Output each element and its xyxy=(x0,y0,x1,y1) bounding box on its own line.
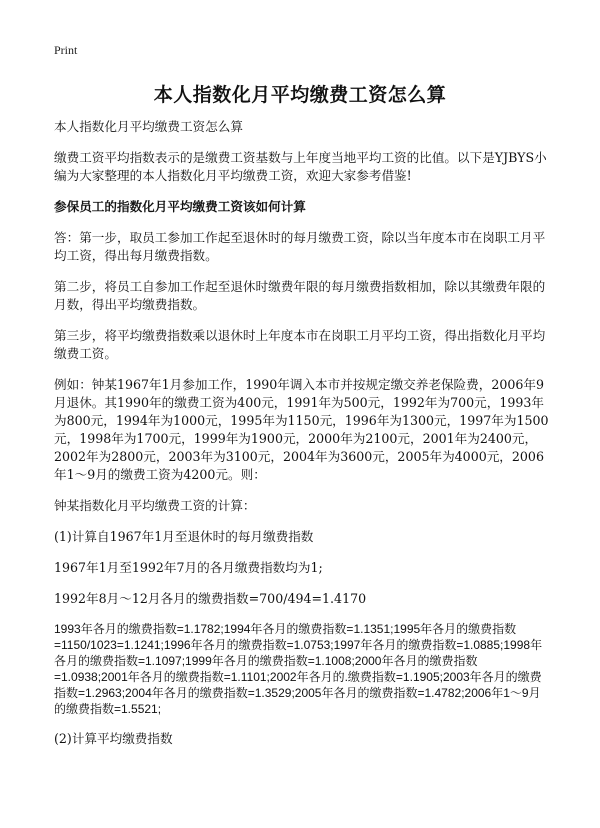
print-label: Print xyxy=(54,43,78,57)
paragraph: 本人指数化月平均缴费工资怎么算 xyxy=(54,119,243,134)
page-title: 本人指数化月平均缴费工资怎么算 xyxy=(153,84,447,106)
paragraph: 1992年8月～12月各月的缴费指数=700/494=1.4170 xyxy=(54,591,367,606)
paragraph: (2)计算平均缴费指数 xyxy=(54,731,173,746)
paragraph: 第三步，将平均缴费指数乘以退休时上年度本市在岗职工月平均工资，得出指数化月平均缴费工资。 xyxy=(54,328,546,361)
paragraph: 答：第一步，取员工参加工作起至退休时的每月缴费工资，除以当年度本市在岗职工月平均工资，得出每月缴费指数。 xyxy=(54,230,546,263)
paragraph: 例如：钟某1967年1月参加工作，1990年调入本市并按规定缴交养老保险费，2006年9月退休。其1990年的缴费工资为400元，1991年为500元，1992年为700元，1993年为800元，1994年为1000元，1995年为1150元，1996年为1300元，1997年为1500元，1998年为1700元，1999年为1900元，2000年为2100元，2001年为2400元，2002年为2800元，2003年为3100元，2004年为3600元，2005年为4000元，2006年1～9月的缴费工资为4200元。则： xyxy=(54,377,549,482)
paragraph: 缴费工资平均指数表示的是缴费工资基数与上年度当地平均工资的比值。以下是YJBYS小编为大家整理的本人指数化月平均缴费工资，欢迎大家参考借鉴! xyxy=(54,150,547,183)
paragraph: 第二步，将员工自参加工作起至退休时缴费年限的每月缴费指数相加，除以其缴费年限的月数，得出平均缴费指数。 xyxy=(54,279,546,312)
paragraph: 1967年1月至1992年7月的各月缴费指数均为1; xyxy=(54,560,323,575)
article-body xyxy=(54,118,550,761)
section-heading: 参保员工的指数化月平均缴费工资该如何计算 xyxy=(54,199,306,214)
paragraph: 1993年各月的缴费指数=1.1782;1994年各月的缴费指数=1.1351;1995年各月的缴费指数=1150/1023=1.1241;1996年各月的缴费指数=1.0753;1997年各月的缴费指数=1.0885;1998年各月的缴费指数=1.1097;1999年各月的缴费指数=1.1008;2000年各月的缴费指数=1.0938;2001年各月的缴费指数=1.1101;2002年各月的.缴费指数=1.1905;2003年各月的缴费指数=1.2963;2004年各月的缴费指数=1.3529;2005年各月的缴费指数=1.4782;2006年1～9月的缴费指数=1.5521; xyxy=(54,622,543,716)
paragraph: 钟某指数化月平均缴费工资的计算： xyxy=(54,498,256,513)
paragraph: (1)计算自1967年1月至退休时的每月缴费指数 xyxy=(54,529,314,544)
